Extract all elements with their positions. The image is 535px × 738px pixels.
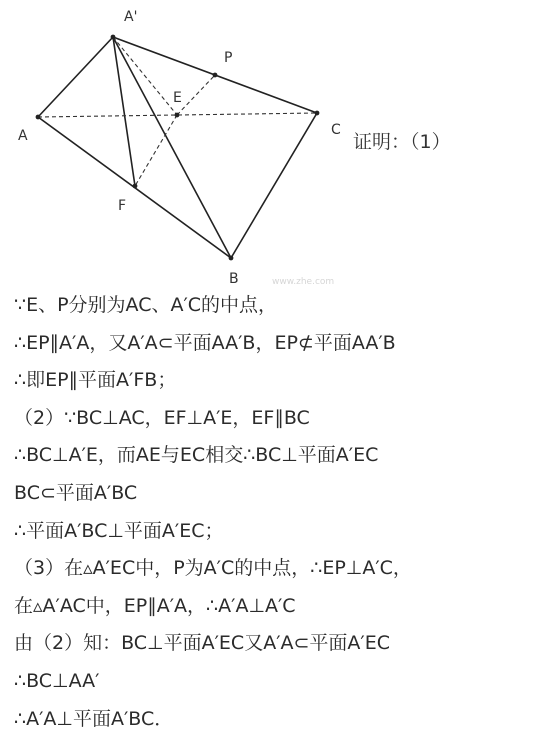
label-b: B (229, 271, 239, 287)
label-p: P (224, 50, 233, 66)
proof-line-7: ∴平面A′BC⊥平面A′EC； (14, 519, 224, 542)
label-a-prime: A' (124, 9, 138, 25)
label-e: E (173, 90, 182, 106)
proof-line-6: BC⊂平面A′BC (14, 481, 138, 504)
point-e (175, 113, 180, 118)
edge-b-c (231, 113, 317, 258)
proof-intro: 证明：（1） (353, 131, 451, 153)
proof-line-3: ∴即EP∥平面A′FB； (14, 369, 177, 392)
point-a-prime (111, 35, 116, 40)
point-b (229, 256, 234, 261)
watermark: www.zhe.com (272, 277, 335, 287)
proof-line-9: 在▵A′AC中，EP∥A′A，∴A′A⊥A′C (14, 594, 296, 617)
geometry-figure (0, 0, 360, 290)
proof-line-12: ∴A′A⊥平面A′BC． (14, 707, 174, 730)
edge-a-prime-b (113, 37, 231, 258)
proof-line-1: ∵E、P分别为AC、A′C的中点， (14, 294, 278, 316)
edge-a-prime-a (38, 37, 113, 117)
proof-line-4: （2）∵BC⊥AC，EF⊥A′E，EF∥BC (14, 406, 310, 429)
point-c (315, 111, 320, 116)
label-c: C (331, 122, 341, 138)
edge-e-f-dashed (135, 115, 177, 186)
proof-line-2: ∴EP∥A′A，又A′A⊂平面AA′B，EP⊄平面AA′B (14, 331, 396, 354)
proof-line-11: ∴BC⊥AA′ (14, 669, 100, 692)
proof-line-5: ∴BC⊥A′E，而AE与EC相交∴BC⊥平面A′EC (14, 444, 379, 467)
point-a (36, 115, 41, 120)
point-p (213, 73, 218, 78)
proof-line-10: 由（2）知：BC⊥平面A′EC又A′A⊂平面A′EC (14, 632, 391, 655)
edge-e-p-dashed (177, 75, 215, 115)
proof-lines (14, 287, 412, 738)
point-f (133, 184, 138, 189)
proof-line-8: （3）在▵A′EC中，P为A′C的中点，∴EP⊥A′C， (14, 557, 412, 580)
label-f: F (118, 198, 127, 214)
label-a: A (18, 128, 28, 144)
